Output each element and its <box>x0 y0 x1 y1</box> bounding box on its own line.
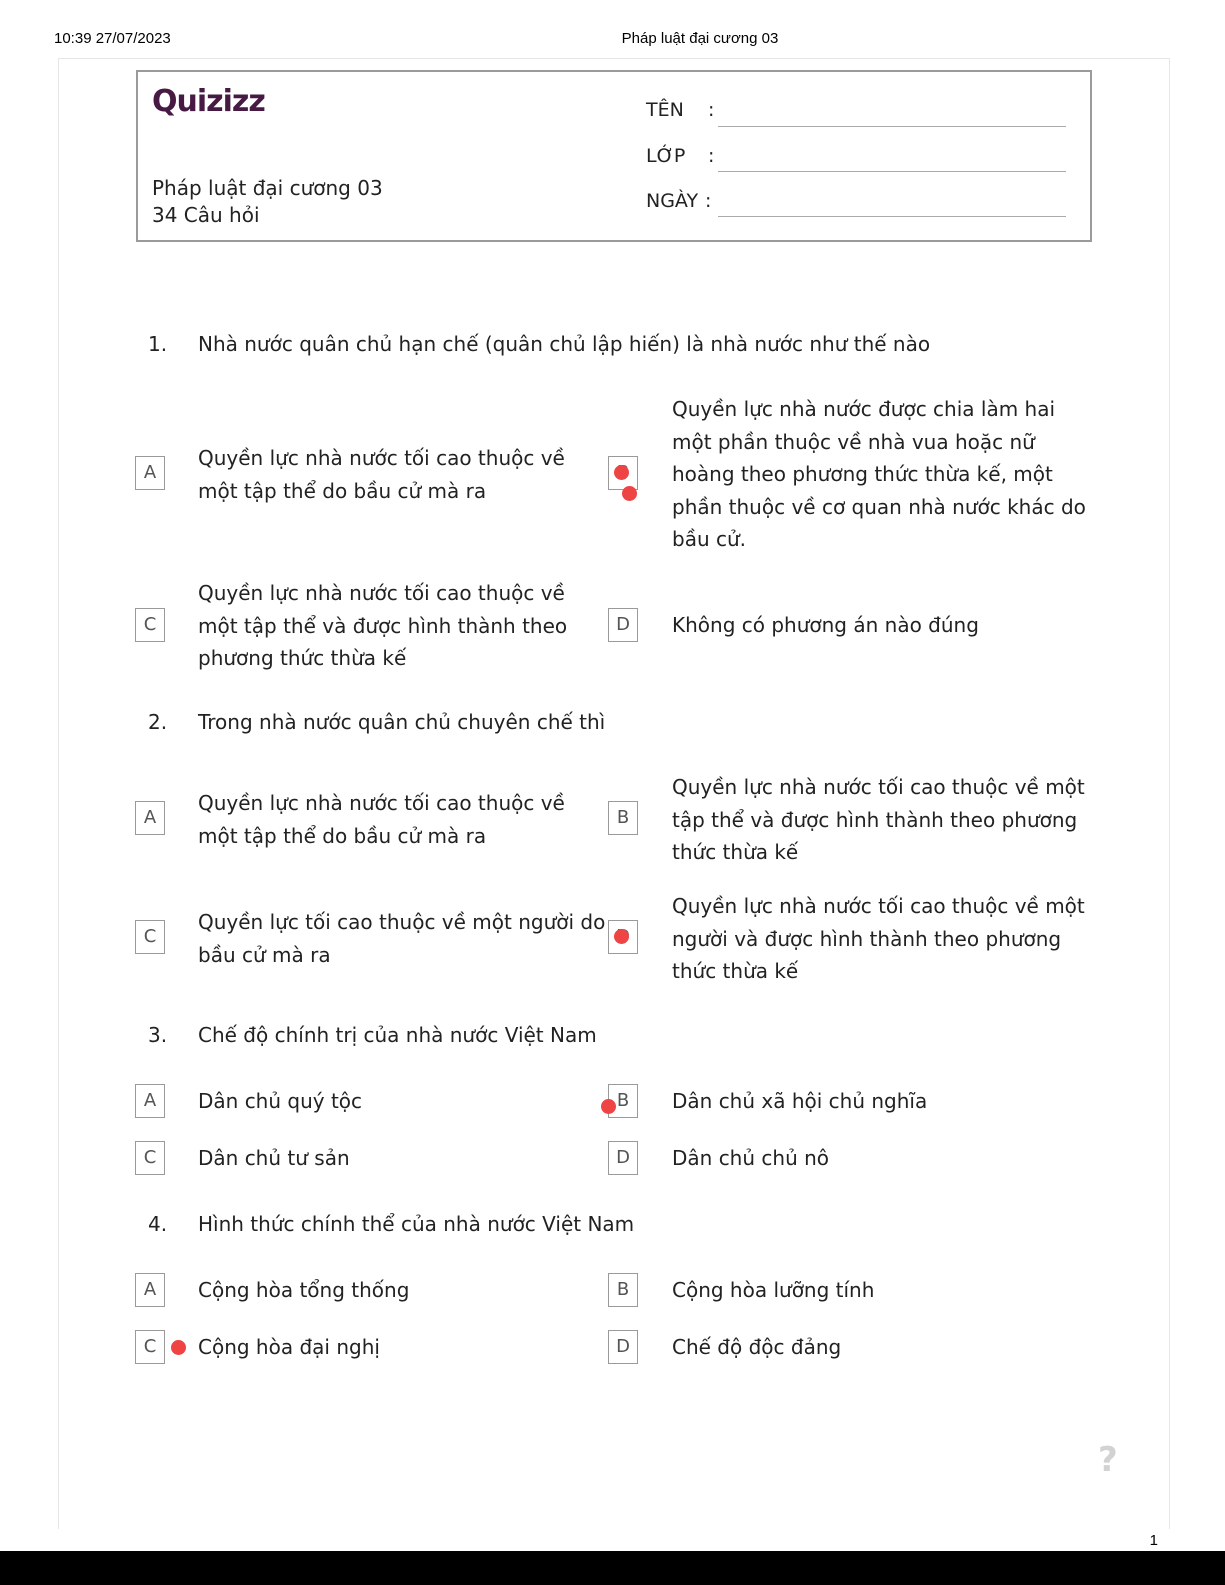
option-box-d: D <box>608 608 638 642</box>
page-number: 1 <box>1149 1532 1158 1549</box>
answer-marker <box>622 486 637 501</box>
help-icon[interactable]: ? <box>1098 1440 1118 1480</box>
option-text-a: Quyền lực nhà nước tối cao thuộc về một tập thể do bầu cử mà ra <box>198 446 565 503</box>
answer-marker <box>614 929 629 944</box>
option-text-d: Chế độ độc đảng <box>672 1335 842 1359</box>
name-field-line <box>718 126 1066 127</box>
answer-marker <box>614 465 629 480</box>
print-timestamp: 10:39 27/07/2023 <box>54 30 171 47</box>
question-text: Chế độ chính trị của nhà nước Việt Nam <box>198 1023 597 1047</box>
option-box-b: B <box>608 801 638 835</box>
option-text-b: Dân chủ xã hội chủ nghĩa <box>672 1089 928 1113</box>
option-text-c: Quyền lực nhà nước tối cao thuộc về một tập thể và được hình thành theo phương thức thừa kế <box>198 581 568 670</box>
question-number: 2. <box>148 710 168 734</box>
option-box-a: A <box>135 1273 165 1307</box>
option-text-d: Dân chủ chủ nô <box>672 1146 830 1170</box>
question-number: 3. <box>148 1023 168 1047</box>
option-text-a: Cộng hòa tổng thống <box>198 1278 410 1302</box>
option-text-d: Quyền lực nhà nước tối cao thuộc về một người và được hình thành theo phương thức thừa kế <box>672 894 1085 983</box>
answer-marker <box>171 1340 186 1355</box>
option-box-b: B <box>608 1273 638 1307</box>
question-count: 34 Câu hỏi <box>152 203 260 227</box>
option-box-c: C <box>135 608 165 642</box>
option-box-b: B <box>608 1084 638 1118</box>
question-text: Nhà nước quân chủ hạn chế (quân chủ lập hiến) là nhà nước như thế nào <box>198 332 931 356</box>
option-text-c: Cộng hòa đại nghị <box>198 1335 380 1359</box>
option-text-b: Quyền lực nhà nước được chia làm hai một phần thuộc về nhà vua hoặc nữ hoàng theo phương thức thừa kế, một phần thuộc về cơ quan nhà nước khác do bầu cử. <box>672 397 1086 551</box>
option-text-b: Cộng hòa lưỡng tính <box>672 1278 875 1302</box>
name-field-label: TÊN : <box>646 99 715 121</box>
quiz-header <box>136 70 1092 242</box>
question-number: 1. <box>148 332 168 356</box>
option-text-d: Không có phương án nào đúng <box>672 613 979 637</box>
question-text: Trong nhà nước quân chủ chuyên chế thì <box>198 710 606 734</box>
option-box-a: A <box>135 1084 165 1118</box>
option-text-b: Quyền lực nhà nước tối cao thuộc về một tập thể và được hình thành theo phương thức thừa kế <box>672 775 1085 864</box>
option-box-d: D <box>608 1141 638 1175</box>
option-text-c: Quyền lực tối cao thuộc về một người do bầu cử mà ra <box>198 910 606 967</box>
class-field-label: LỚP : <box>646 145 715 167</box>
bottom-bar <box>0 1551 1225 1585</box>
option-text-c: Dân chủ tư sản <box>198 1146 350 1170</box>
date-field-line <box>718 216 1066 217</box>
option-box-a: A <box>135 801 165 835</box>
question-number: 4. <box>148 1212 168 1236</box>
quiz-title: Pháp luật đại cương 03 <box>152 176 383 200</box>
quizizz-logo: Quizizz <box>152 84 265 119</box>
option-box-a: A <box>135 456 165 490</box>
answer-marker <box>601 1099 616 1114</box>
question-text: Hình thức chính thể của nhà nước Việt Nam <box>198 1212 635 1236</box>
option-box-d: D <box>608 1330 638 1364</box>
option-text-a: Quyền lực nhà nước tối cao thuộc về một tập thể do bầu cử mà ra <box>198 791 565 848</box>
class-field-line <box>718 171 1066 172</box>
option-text-a: Dân chủ quý tộc <box>198 1089 363 1113</box>
option-box-c: C <box>135 1141 165 1175</box>
option-box-c: C <box>135 1330 165 1364</box>
print-title: Pháp luật đại cương 03 <box>621 30 779 47</box>
option-box-c: C <box>135 920 165 954</box>
date-field-label: NGÀY : <box>646 190 712 212</box>
